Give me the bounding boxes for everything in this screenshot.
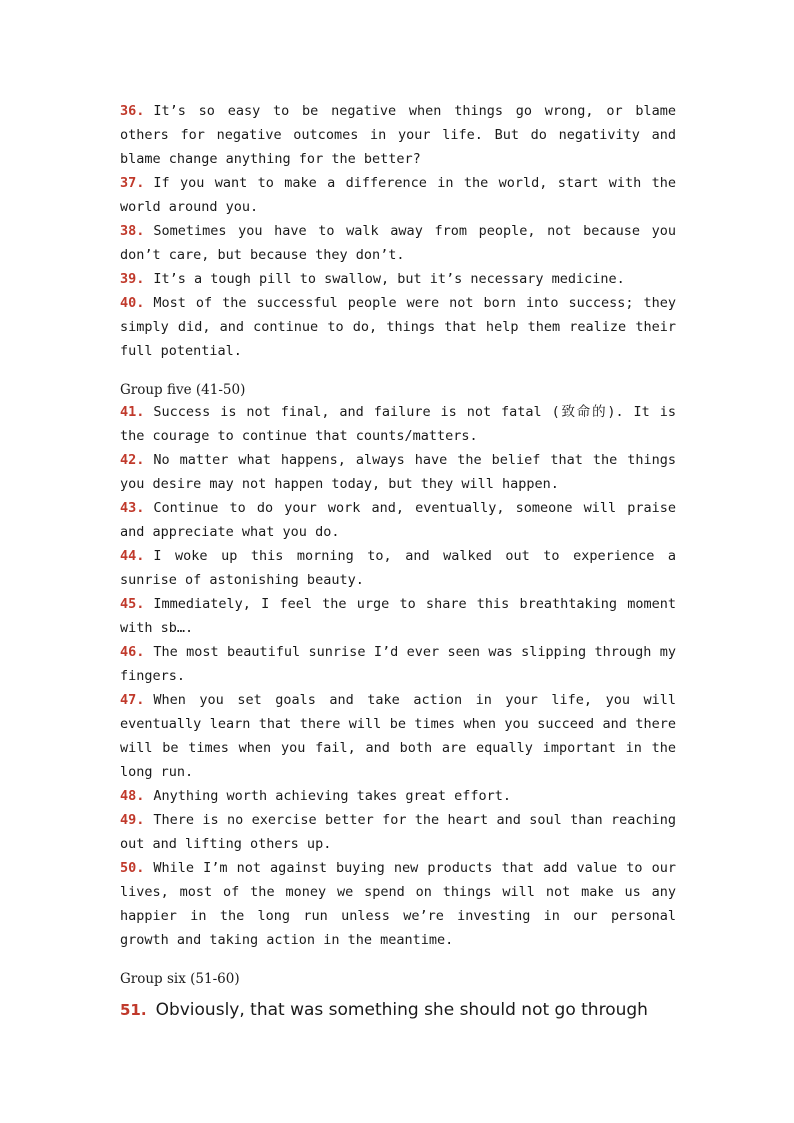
- list-item: [120, 171, 676, 219]
- item-text: If you want to make a difference in the world, start with the world around you.: [120, 175, 676, 215]
- item-number: 36.: [120, 103, 145, 119]
- item-text: Immediately, I feel the urge to share this breathtaking moment with sb….: [120, 596, 676, 636]
- item-number: 41.: [120, 404, 145, 420]
- group-five-heading: Group five (41-50): [120, 382, 246, 398]
- item-number: 43.: [120, 500, 145, 516]
- item-text: While I’m not against buying new products that add value to our lives, most of the money we spend on things will not make us any happier in the long run unless we’re investing in our personal growth and taking action in the meantime.: [120, 860, 676, 948]
- list-item: [120, 291, 676, 363]
- item-text: Most of the successful people were not born into success; they simply did, and continue to do, things that help them realize their full potential.: [120, 295, 676, 359]
- list-item: [120, 448, 676, 496]
- item-number: 48.: [120, 788, 145, 804]
- list-item: [120, 997, 676, 1023]
- item-text: When you set goals and take action in your life, you will eventually learn that there will be times when you succeed and there will be times when you fail, and both are equally important in the long run.: [120, 692, 676, 780]
- item-text: Sometimes you have to walk away from people, not because you don’t care, but because they don’t.: [120, 223, 676, 263]
- item-number: 39.: [120, 271, 145, 287]
- item-text: Success is not final, and failure is not fatal (致命的). It is the courage to continue that counts/matters.: [120, 404, 676, 444]
- item-number: 40.: [120, 295, 145, 311]
- item-number: 45.: [120, 596, 145, 612]
- item-number: 51.: [120, 1001, 147, 1019]
- item-text: There is no exercise better for the heart and soul than reaching out and lifting others up.: [120, 812, 676, 852]
- document-page: [120, 99, 676, 1023]
- item-text: The most beautiful sunrise I’d ever seen was slipping through my fingers.: [120, 644, 676, 684]
- item-number: 38.: [120, 223, 145, 239]
- item-text: I woke up this morning to, and walked out to experience a sunrise of astonishing beauty.: [120, 548, 676, 588]
- list-item: [120, 856, 676, 952]
- item-text: It’s so easy to be negative when things go wrong, or blame others for negative outcomes in your life. But do negativity and blame change anything for the better?: [120, 103, 676, 167]
- item-text: It’s a tough pill to swallow, but it’s necessary medicine.: [153, 271, 625, 287]
- item-number: 42.: [120, 452, 145, 468]
- item-text: Anything worth achieving takes great effort.: [153, 788, 512, 804]
- list-item: [120, 688, 676, 784]
- list-item: [120, 267, 676, 291]
- item-number: 44.: [120, 548, 145, 564]
- list-item: [120, 592, 676, 640]
- group-six-heading: Group six (51-60): [120, 971, 240, 987]
- item-number: 49.: [120, 812, 145, 828]
- list-item: [120, 99, 676, 171]
- list-item: [120, 544, 676, 592]
- item-text: Obviously, that was something she should not go through: [155, 1000, 648, 1020]
- list-item: [120, 808, 676, 856]
- item-text: Continue to do your work and, eventually, someone will praise and appreciate what you do.: [120, 500, 676, 540]
- list-item: [120, 784, 676, 808]
- item-number: 47.: [120, 692, 145, 708]
- list-item: [120, 400, 676, 448]
- item-text: No matter what happens, always have the belief that the things you desire may not happen today, but they will happen.: [120, 452, 676, 492]
- item-number: 46.: [120, 644, 145, 660]
- list-item: [120, 219, 676, 267]
- list-item: [120, 640, 676, 688]
- item-number: 37.: [120, 175, 145, 191]
- item-number: 50.: [120, 860, 145, 876]
- list-item: [120, 496, 676, 544]
